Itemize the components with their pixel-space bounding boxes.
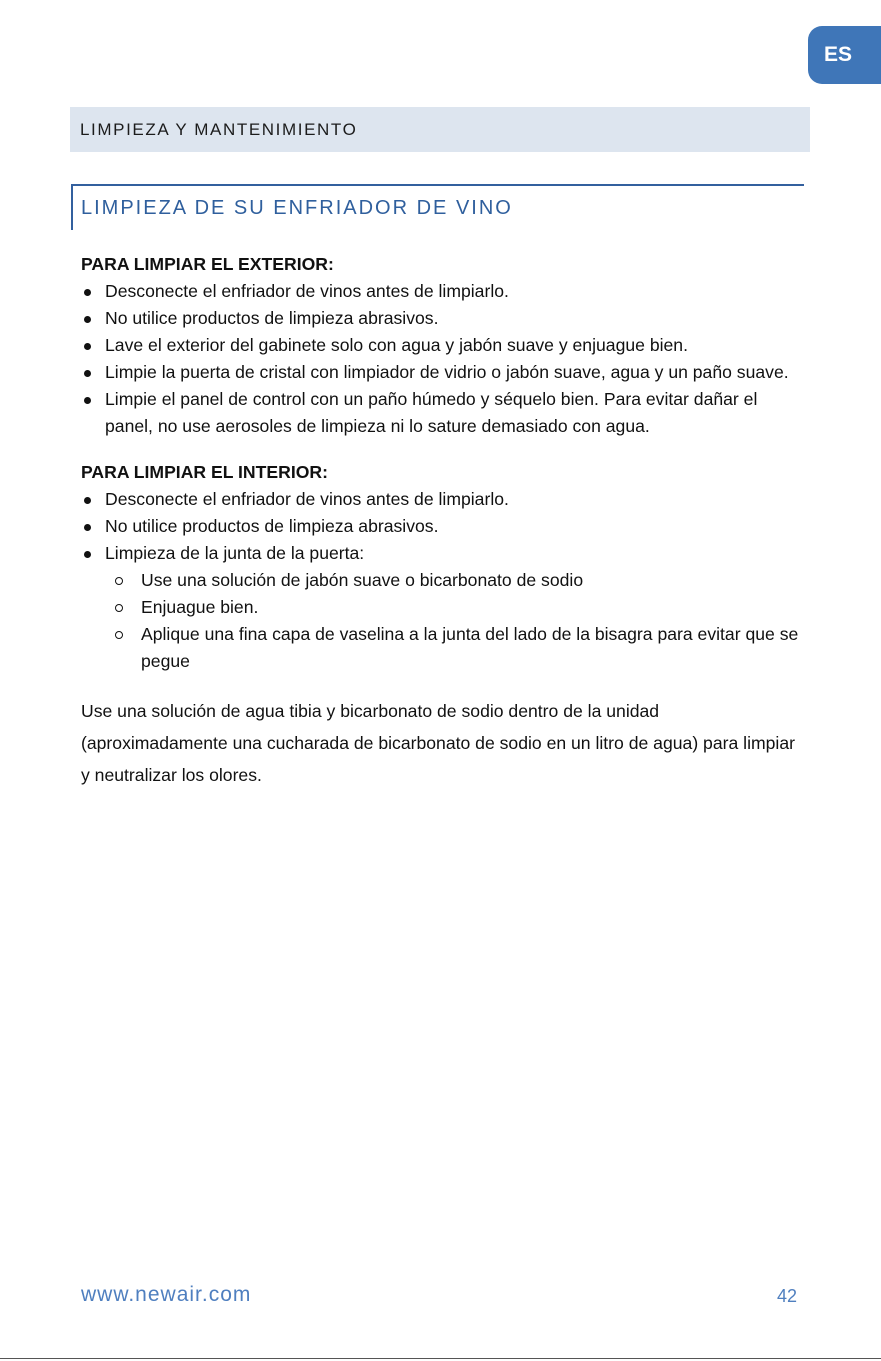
list-item: No utilice productos de limpieza abrasivos. bbox=[81, 305, 801, 332]
closing-paragraph: Use una solución de agua tibia y bicarbonato de sodio dentro de la unidad (aproximadamente una cucharada de bicarbonato de sodio en un litro de agua) para limpiar y neutralizar los olores. bbox=[81, 701, 795, 785]
main-content bbox=[81, 251, 801, 791]
sub-list-item: Use una solución de jabón suave o bicarbonato de sodio bbox=[105, 567, 801, 594]
exterior-list bbox=[81, 278, 801, 440]
list-item: Desconecte el enfriador de vinos antes de limpiarlo. bbox=[81, 486, 801, 513]
gasket-steps-list bbox=[105, 567, 801, 675]
page-edge-divider bbox=[0, 1358, 881, 1359]
list-item: Limpie el panel de control con un paño húmedo y séquelo bien. Para evitar dañar el panel, no use aerosoles de limpieza ni lo sature demasiado con agua. bbox=[81, 386, 801, 440]
section-title: LIMPIEZA Y MANTENIMIENTO bbox=[70, 107, 810, 152]
subsection-title: LIMPIEZA DE SU ENFRIADOR DE VINO bbox=[71, 184, 804, 230]
interior-list bbox=[81, 486, 801, 675]
list-item: Lave el exterior del gabinete solo con agua y jabón suave y enjuague bien. bbox=[81, 332, 801, 359]
language-tab: ES bbox=[808, 26, 881, 84]
sub-list-item: Aplique una fina capa de vaselina a la junta del lado de la bisagra para evitar que se pegue bbox=[105, 621, 801, 675]
page-number: 42 bbox=[777, 1286, 798, 1306]
footer-website-link[interactable]: www.newair.com bbox=[81, 1283, 252, 1306]
sub-list-item: Enjuague bien. bbox=[105, 594, 801, 621]
interior-heading: PARA LIMPIAR EL INTERIOR: bbox=[81, 462, 328, 482]
exterior-heading: PARA LIMPIAR EL EXTERIOR: bbox=[81, 254, 334, 274]
gasket-label: Limpieza de la junta de la puerta: bbox=[105, 543, 365, 563]
list-item: No utilice productos de limpieza abrasivos. bbox=[81, 513, 801, 540]
list-item: Limpie la puerta de cristal con limpiador de vidrio o jabón suave, agua y un paño suave. bbox=[81, 359, 801, 386]
list-item bbox=[81, 540, 801, 675]
list-item: Desconecte el enfriador de vinos antes de limpiarlo. bbox=[81, 278, 801, 305]
